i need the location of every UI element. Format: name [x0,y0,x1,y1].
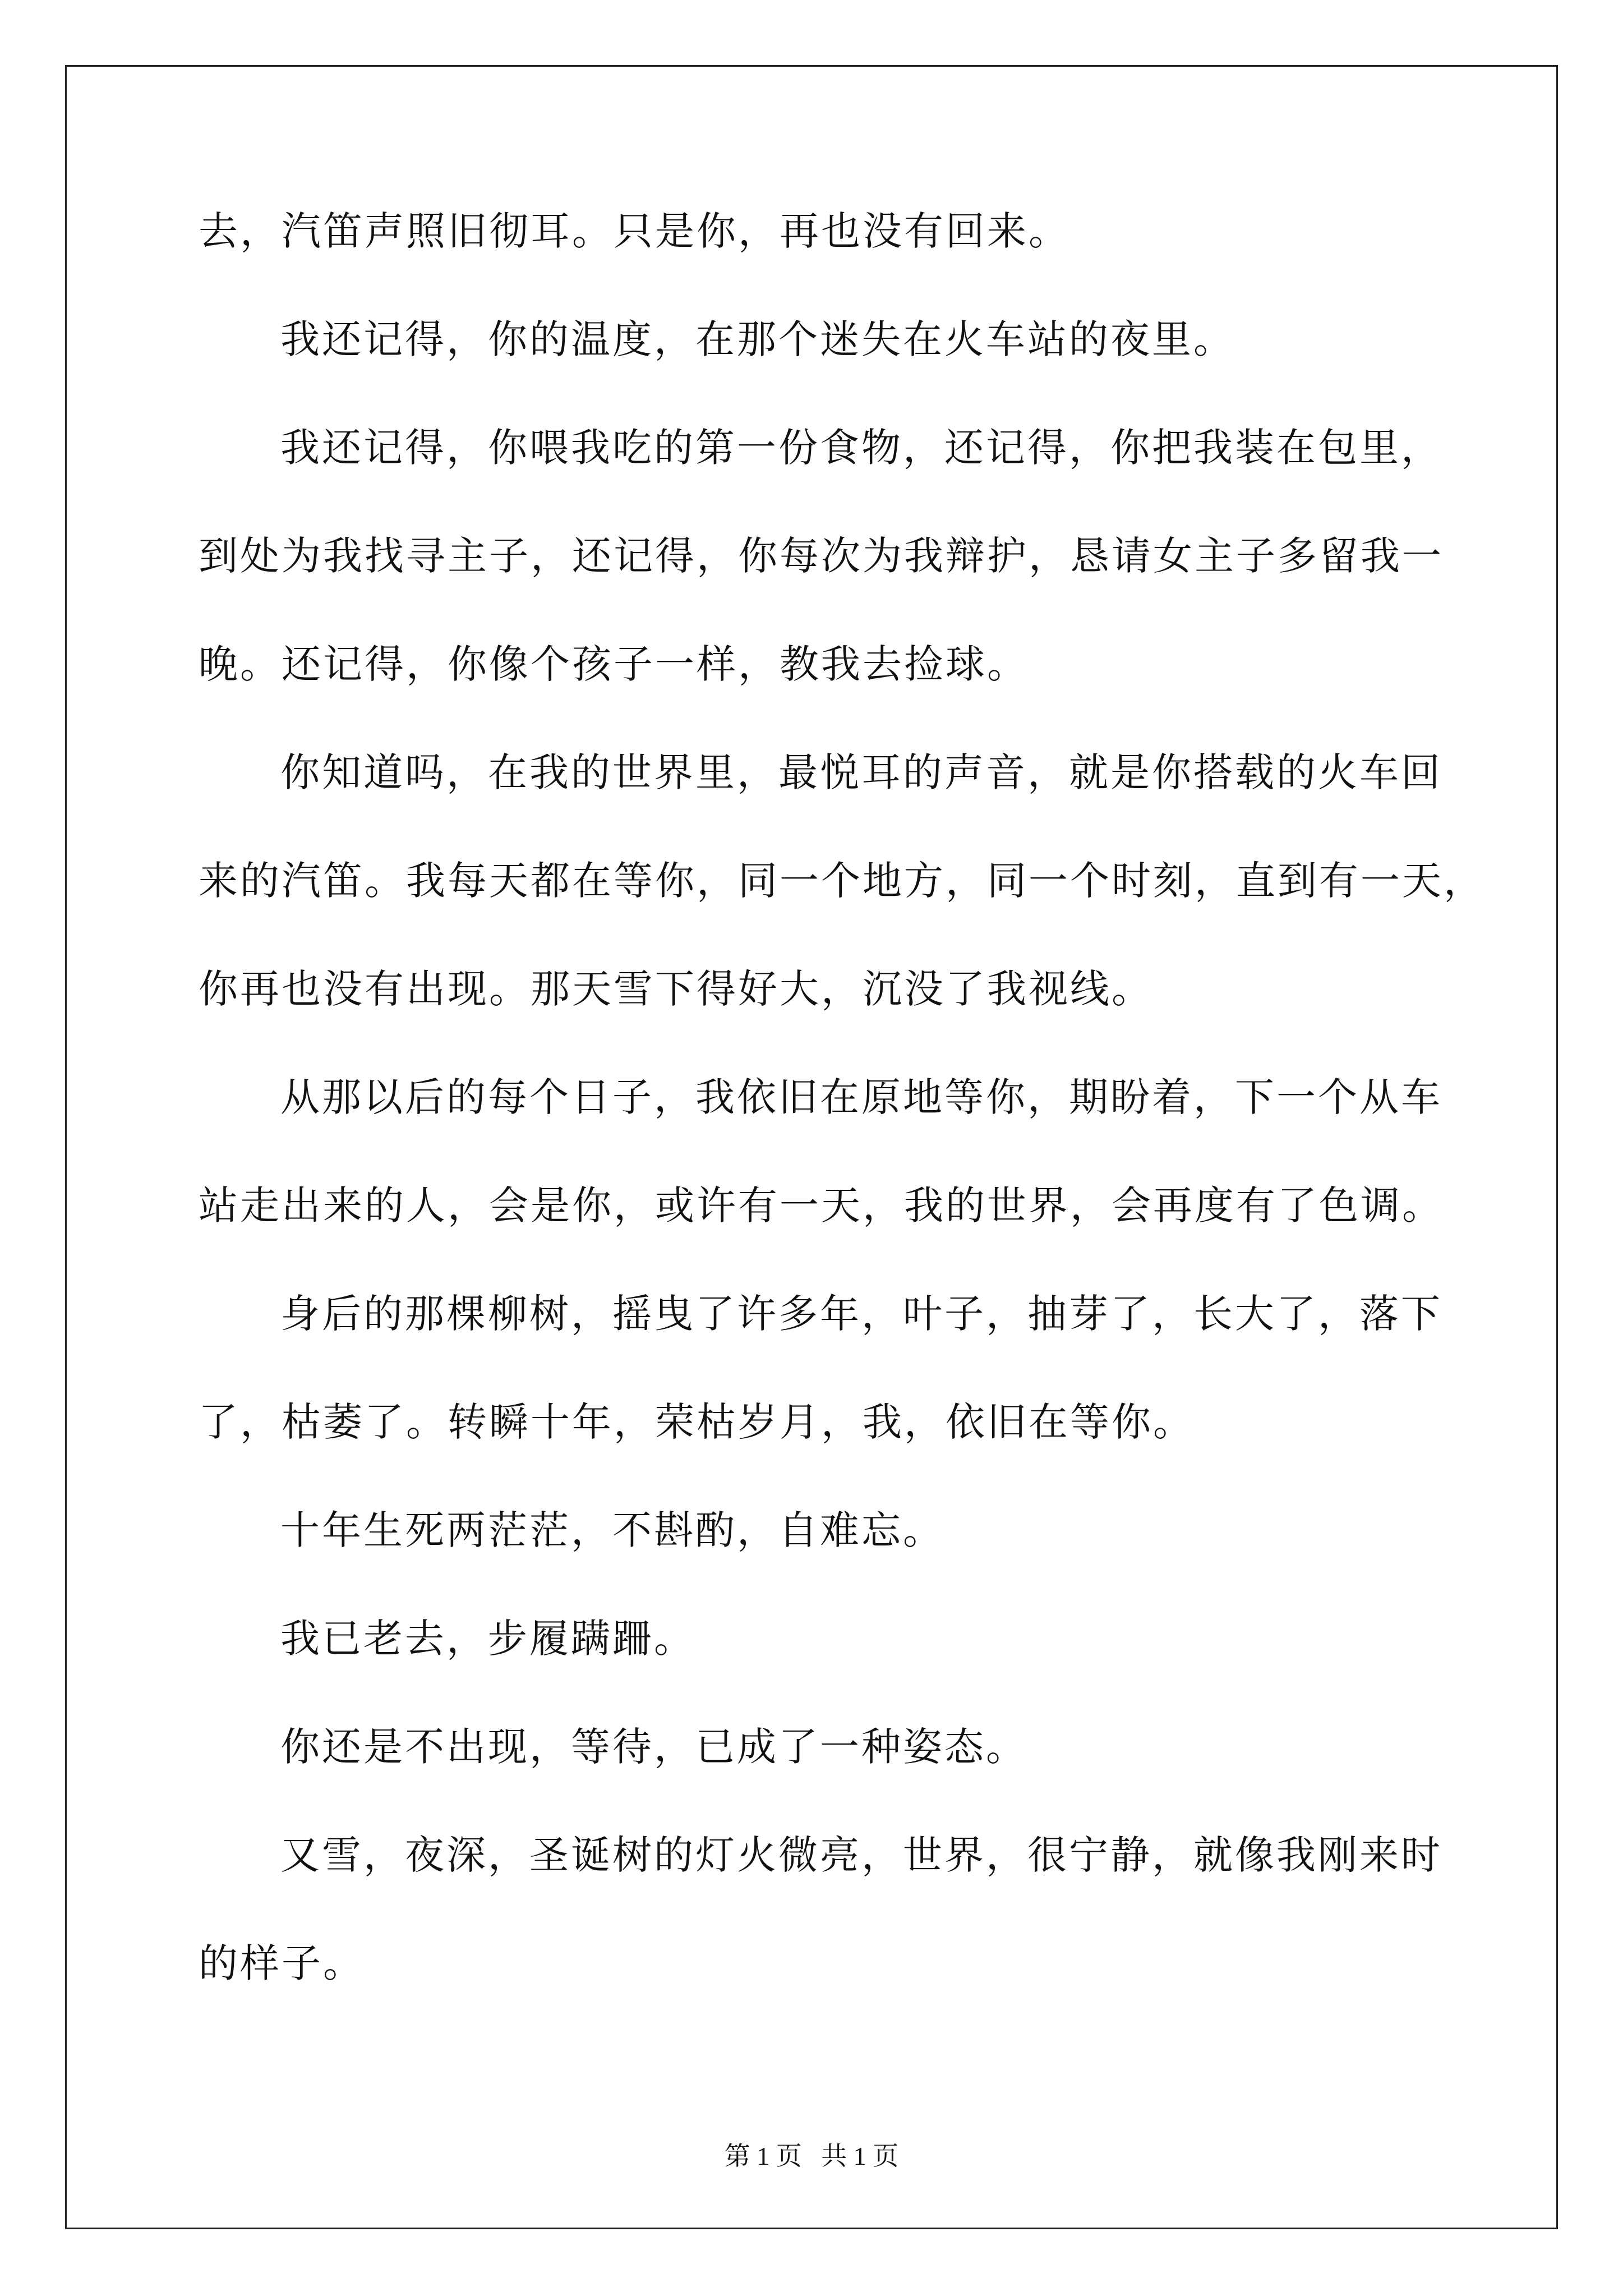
text-line: 晚。还记得，你像个孩子一样，教我去捡球。 [199,641,1029,687]
document-body [199,204,1485,2045]
text-line: 了，枯萎了。转瞬十年，荣枯岁月，我，依旧在等你。 [199,1399,1195,1445]
text-line: 十年生死两茫茫，不斟酌，自难忘。 [280,1507,944,1553]
text-line: 你再也没有出现。那天雪下得好大，沉没了我视线。 [199,966,1153,1012]
text-line: 从那以后的每个日子，我依旧在原地等你，期盼着，下一个从车 [280,1074,1442,1120]
text-line: 到处为我找寻主子，还记得，你每次为我辩护，恳请女主子多留我一 [199,533,1444,579]
text-line: 来的汽笛。我每天都在等你，同一个地方，同一个时刻，直到有一天， [199,858,1485,904]
text-line: 你知道吗，在我的世界里，最悦耳的声音，就是你搭载的火车回 [280,749,1442,795]
text-line: 去，汽笛声照旧彻耳。只是你，再也没有回来。 [199,208,1070,254]
text-line: 你还是不出现，等待，已成了一种姿态。 [280,1724,1027,1770]
text-line: 站走出来的人，会是你，或许有一天，我的世界，会再度有了色调。 [199,1182,1444,1228]
text-line: 我还记得，你喂我吃的第一份食物，还记得，你把我装在包里， [280,425,1442,471]
text-line: 的样子。 [199,1940,365,1986]
text-line: 我还记得，你的温度，在那个迷失在火车站的夜里。 [280,316,1235,362]
text-line: 我已老去，步履蹒跚。 [280,1616,695,1662]
text-line: 身后的那棵柳树，摇曳了许多年，叶子，抽芽了，长大了，落下 [280,1291,1442,1337]
page-number-footer: 第 1 页 共 1 页 [724,2142,899,2170]
text-line: 又雪，夜深，圣诞树的灯火微亮，世界，很宁静，就像我刚来时 [280,1832,1442,1878]
